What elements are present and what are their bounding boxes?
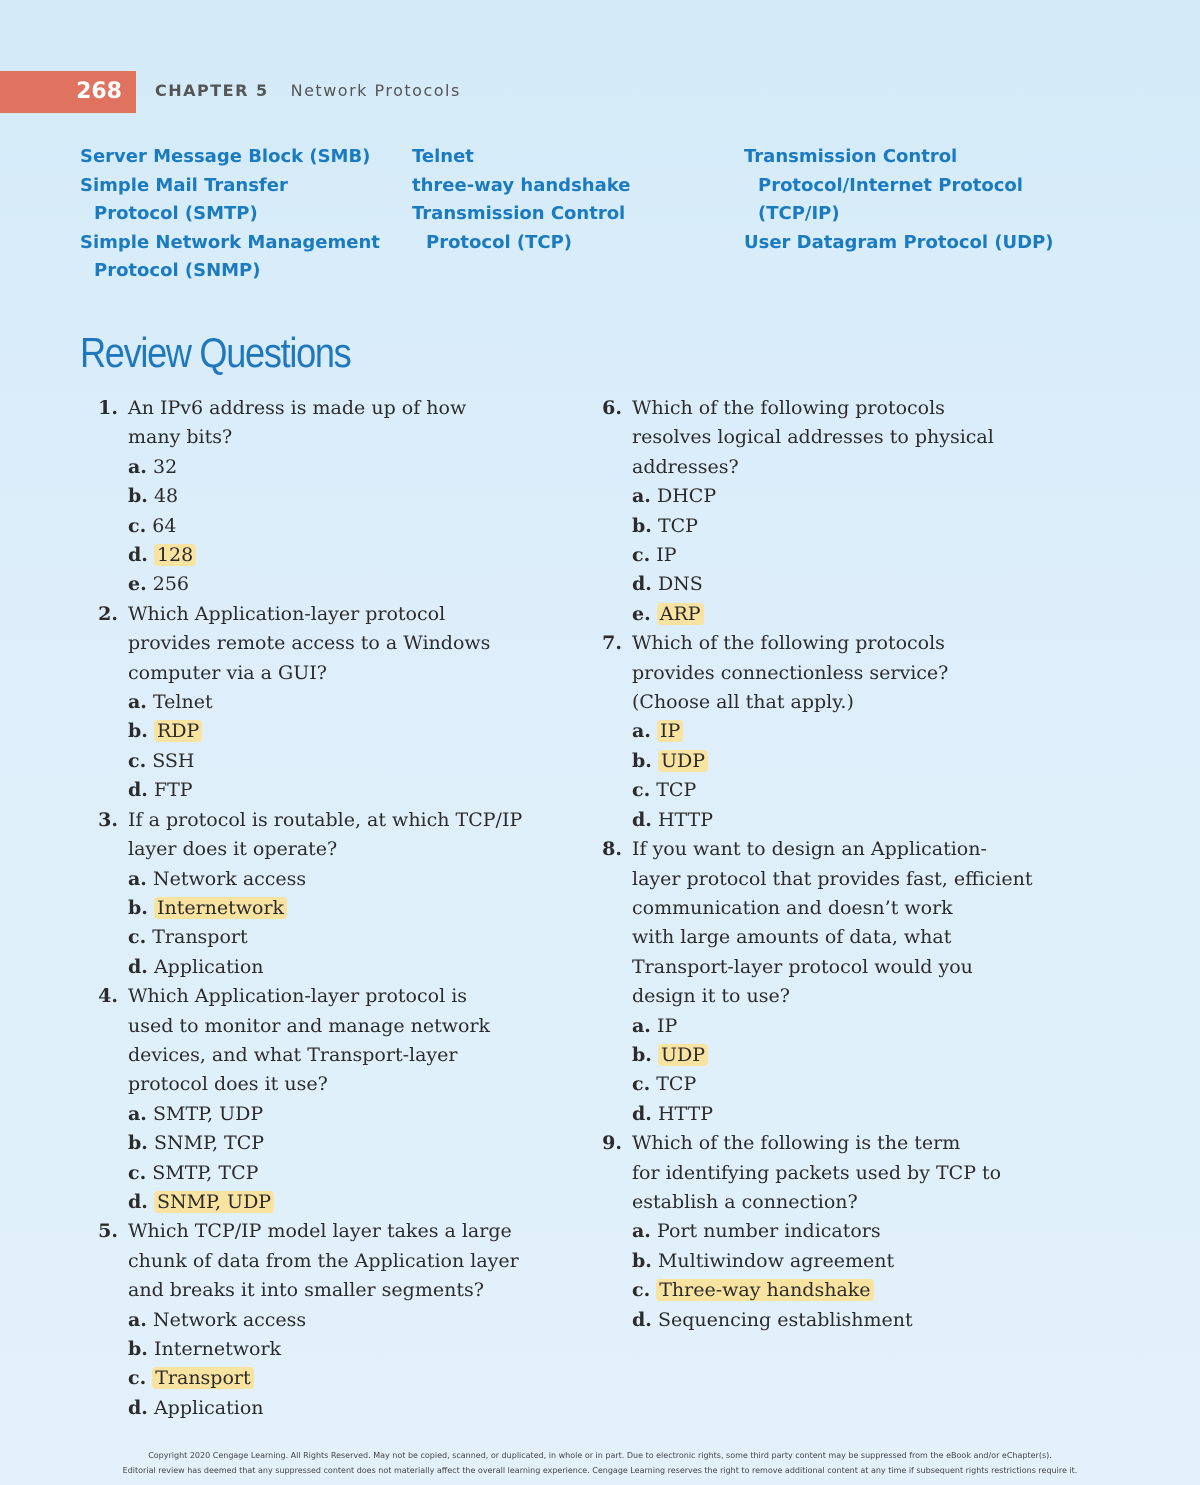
question-text-line: layer protocol that provides fast, efficient: [632, 867, 1033, 890]
answer-option: [584, 1100, 1054, 1129]
option-text: HTTP: [657, 808, 714, 831]
highlighted-answer: IP: [657, 720, 683, 742]
question-text-line: and breaks it into smaller segments?: [128, 1279, 484, 1302]
answer-option: [584, 541, 1054, 570]
answer-option: [80, 541, 550, 570]
option-letter: b.: [128, 896, 148, 919]
question-text-line: used to monitor and manage network: [128, 1014, 491, 1037]
question-text-line: communication and doesn’t work: [632, 896, 953, 919]
question-stem: [584, 1129, 1054, 1217]
question-stem: [80, 1217, 550, 1305]
question-text-line: Which of the following protocols: [632, 632, 945, 655]
answer-option: [80, 1335, 550, 1364]
option-text: SMTP, TCP: [152, 1161, 259, 1184]
answer-option: [80, 1364, 550, 1393]
option-letter: c.: [632, 544, 651, 567]
key-term-text: Simple Network Management: [80, 231, 380, 253]
question-number: 8.: [602, 838, 622, 861]
answer-option: [80, 1306, 550, 1335]
option-text: Network access: [152, 1308, 307, 1331]
option-text: SNMP, TCP: [153, 1132, 265, 1155]
answer-option: [584, 1247, 1054, 1276]
question-number: 1.: [98, 397, 118, 419]
option-text: SMTP, UDP: [152, 1102, 264, 1125]
chapter-title: Network Protocols: [290, 81, 461, 100]
key-terms-column-2: [412, 143, 630, 257]
option-letter: a.: [128, 867, 147, 890]
option-letter: a.: [632, 485, 651, 508]
key-term: [744, 229, 1054, 258]
answer-option: [80, 688, 550, 717]
questions-left-column: [80, 394, 550, 1423]
question-text-line: resolves logical addresses to physical: [632, 426, 994, 449]
option-letter: d.: [128, 544, 148, 567]
option-letter: a.: [128, 455, 147, 478]
key-term: [412, 143, 630, 172]
highlighted-answer: Three-way handshake: [656, 1279, 873, 1301]
question-text-line: establish a connection?: [632, 1190, 858, 1213]
question-text-line: If a protocol is routable, at which TCP/IP: [128, 808, 523, 831]
question-text-line: design it to use?: [632, 985, 790, 1008]
page-number: 268: [0, 71, 136, 113]
option-letter: d.: [128, 1396, 148, 1419]
questions-right-column: [584, 394, 1054, 1335]
answer-option: [80, 717, 550, 746]
question-text-line: addresses?: [632, 455, 739, 478]
answer-option: [80, 1159, 550, 1188]
option-text: Application: [153, 1396, 264, 1419]
option-text: TCP: [656, 779, 697, 802]
copyright-line-2: Editorial review has deemed that any suppressed content does not materially affect the overall learning experience. Cengage Learning reserves the right to remove additional content at any time if subsequent rights restrictions require it.: [122, 1466, 1078, 1475]
option-letter: d.: [128, 955, 148, 978]
question-text-line: for identifying packets used by TCP to: [632, 1161, 1002, 1184]
option-text: Network access: [152, 867, 307, 890]
key-term-text: Simple Mail Transfer: [80, 174, 288, 196]
answer-option: [584, 600, 1054, 629]
highlighted-answer: SNMP, UDP: [154, 1191, 274, 1213]
key-term-text: User Datagram Protocol (UDP): [744, 231, 1054, 253]
option-letter: c.: [632, 1073, 651, 1096]
option-letter: d.: [632, 1102, 652, 1125]
answer-option: [584, 806, 1054, 835]
option-text: IP: [656, 1014, 678, 1037]
answer-option: [584, 747, 1054, 776]
question-stem: [584, 394, 1054, 482]
key-term-text: Transmission Control: [412, 203, 626, 224]
question: [584, 394, 1054, 629]
option-text: 256: [152, 573, 190, 596]
answer-option: [80, 482, 550, 511]
option-letter: c.: [128, 926, 147, 949]
key-term: [80, 172, 380, 229]
option-letter: c.: [128, 1161, 147, 1184]
option-text: 48: [153, 485, 179, 508]
option-letter: a.: [128, 1102, 147, 1125]
answer-option: [80, 1129, 550, 1158]
option-letter: b.: [632, 1043, 652, 1066]
option-letter: c.: [128, 749, 147, 772]
question-text-line: with large amounts of data, what: [632, 926, 952, 949]
option-text: HTTP: [657, 1102, 714, 1125]
option-letter: c.: [632, 779, 651, 802]
question-stem: [80, 394, 550, 453]
question: [584, 835, 1054, 1129]
option-text: Application: [153, 955, 264, 978]
key-term-continuation: (TCP/IP): [758, 203, 840, 224]
option-text: IP: [656, 544, 677, 567]
option-letter: b.: [632, 749, 652, 772]
section-title: Review Questions: [80, 329, 351, 376]
question-number: 3.: [98, 808, 118, 831]
answer-option: [584, 1041, 1054, 1070]
option-letter: b.: [128, 1338, 148, 1360]
answer-option: [80, 894, 550, 923]
option-text: FTP: [153, 779, 193, 802]
answer-option: [80, 865, 550, 894]
option-text: TCP: [656, 1073, 697, 1096]
answer-option: [584, 776, 1054, 805]
question-text-line: An IPv6 address is made up of how: [128, 397, 467, 419]
option-text: 64: [152, 514, 177, 537]
option-text: Transport: [152, 926, 248, 949]
option-text: Port number indicators: [656, 1220, 881, 1243]
answer-option: [80, 953, 550, 982]
answer-option: [80, 1394, 550, 1423]
option-letter: e.: [128, 573, 147, 596]
answer-option: [584, 482, 1054, 511]
question-number: 4.: [98, 985, 118, 1008]
answer-option: [80, 923, 550, 952]
highlighted-answer: Transport: [152, 1367, 253, 1389]
question-text-line: devices, and what Transport-layer: [128, 1043, 458, 1066]
option-letter: d.: [632, 808, 652, 831]
question: [80, 1217, 550, 1423]
answer-option: [80, 1100, 550, 1129]
answer-option: [584, 1070, 1054, 1099]
key-term-continuation: Protocol/Internet Protocol: [758, 174, 1023, 196]
question-number: 5.: [98, 1220, 118, 1243]
question-stem: [80, 806, 550, 865]
option-text: Sequencing establishment: [657, 1308, 913, 1331]
copyright-line-1: Copyright 2020 Cengage Learning. All Rights Reserved. May not be copied, scanned, or duplicated, in whole or in part. Due to electronic rights, some third party content may be suppressed from the eBook and/or eChapter(s).: [148, 1451, 1052, 1460]
option-letter: b.: [128, 1132, 148, 1155]
question-text-line: (Choose all that apply.): [632, 691, 854, 714]
question: [80, 982, 550, 1217]
question-text-line: chunk of data from the Application layer: [128, 1249, 519, 1272]
highlighted-answer: UDP: [658, 1044, 708, 1066]
option-letter: c.: [632, 1279, 651, 1302]
question-number: 7.: [602, 632, 622, 655]
key-term-text: Telnet: [412, 146, 474, 167]
option-letter: b.: [632, 1249, 652, 1272]
question-stem: [584, 629, 1054, 717]
question: [584, 629, 1054, 835]
answer-option: [584, 1276, 1054, 1305]
question-text-line: layer does it operate?: [128, 838, 338, 861]
option-letter: d.: [128, 779, 148, 802]
key-term: [412, 200, 630, 257]
option-text: Internetwork: [153, 1338, 282, 1360]
answer-option: [584, 1306, 1054, 1335]
question-text-line: many bits?: [128, 426, 233, 449]
question-text-line: provides remote access to a Windows: [128, 632, 491, 655]
option-letter: a.: [632, 720, 651, 743]
option-text: Multiwindow agreement: [657, 1249, 895, 1272]
answer-option: [584, 1012, 1054, 1041]
question-number: 9.: [602, 1132, 622, 1155]
question-text-line: Which of the following protocols: [632, 397, 945, 419]
question: [80, 806, 550, 982]
question-text-line: provides connectionless service?: [632, 661, 949, 684]
option-letter: d.: [128, 1190, 148, 1213]
key-term-continuation: Protocol (SMTP): [94, 203, 258, 224]
question-text-line: protocol does it use?: [128, 1073, 328, 1096]
question: [584, 1129, 1054, 1335]
question-text-line: Which Application-layer protocol: [128, 602, 446, 625]
option-letter: e.: [632, 602, 651, 625]
key-term-text: Server Message Block (SMB): [80, 146, 371, 167]
answer-option: [80, 512, 550, 541]
option-letter: d.: [632, 573, 652, 596]
answer-option: [80, 453, 550, 482]
answer-option: [584, 570, 1054, 599]
option-text: DHCP: [656, 485, 717, 508]
key-term-text: three-way handshake: [412, 174, 631, 196]
option-letter: b.: [632, 514, 652, 537]
option-letter: a.: [128, 691, 147, 714]
option-letter: a.: [632, 1220, 651, 1243]
key-term: [412, 172, 630, 201]
option-letter: b.: [128, 720, 148, 743]
option-text: DNS: [657, 573, 703, 596]
question-text-line: If you want to design an Application-: [632, 838, 987, 861]
option-letter: d.: [632, 1308, 652, 1331]
key-term-continuation: Protocol (TCP): [426, 231, 573, 253]
answer-option: [584, 717, 1054, 746]
highlighted-answer: Internetwork: [154, 897, 287, 919]
question-text-line: computer via a GUI?: [128, 661, 327, 684]
highlighted-answer: 128: [154, 544, 196, 566]
key-term: [80, 143, 380, 172]
option-text: 32: [152, 455, 178, 478]
key-terms-column-3: [744, 143, 1054, 257]
option-letter: a.: [632, 1014, 651, 1037]
question: [80, 600, 550, 806]
answer-option: [80, 1188, 550, 1217]
key-term: [744, 143, 1054, 229]
question-number: 2.: [98, 602, 118, 625]
answer-option: [584, 1217, 1054, 1246]
option-text: Telnet: [152, 691, 213, 714]
question-text-line: Which Application-layer protocol is: [128, 985, 468, 1008]
key-term-text: Transmission Control: [744, 146, 958, 167]
question-text-line: Transport-layer protocol would you: [632, 955, 973, 978]
key-term: [80, 229, 380, 286]
answer-option: [80, 776, 550, 805]
option-letter: b.: [128, 485, 148, 508]
running-head: [155, 81, 461, 100]
question-text-line: Which of the following is the term: [632, 1132, 961, 1155]
question-stem: [584, 835, 1054, 1011]
question-stem: [80, 600, 550, 688]
question-number: 6.: [602, 397, 622, 419]
key-terms-column-1: [80, 143, 380, 286]
question-stem: [80, 982, 550, 1100]
option-letter: a.: [128, 1308, 147, 1331]
highlighted-answer: UDP: [658, 750, 708, 772]
question: [80, 394, 550, 600]
answer-option: [80, 747, 550, 776]
option-text: TCP: [657, 514, 698, 537]
highlighted-answer: ARP: [657, 603, 704, 625]
option-text: SSH: [152, 749, 195, 772]
highlighted-answer: RDP: [154, 720, 202, 742]
chapter-label: CHAPTER 5: [155, 81, 269, 100]
option-letter: c.: [128, 1367, 147, 1390]
option-letter: c.: [128, 514, 147, 537]
question-text-line: Which TCP/IP model layer takes a large: [128, 1220, 512, 1243]
key-term-continuation: Protocol (SNMP): [94, 260, 261, 281]
answer-option: [80, 570, 550, 599]
answer-option: [584, 512, 1054, 541]
